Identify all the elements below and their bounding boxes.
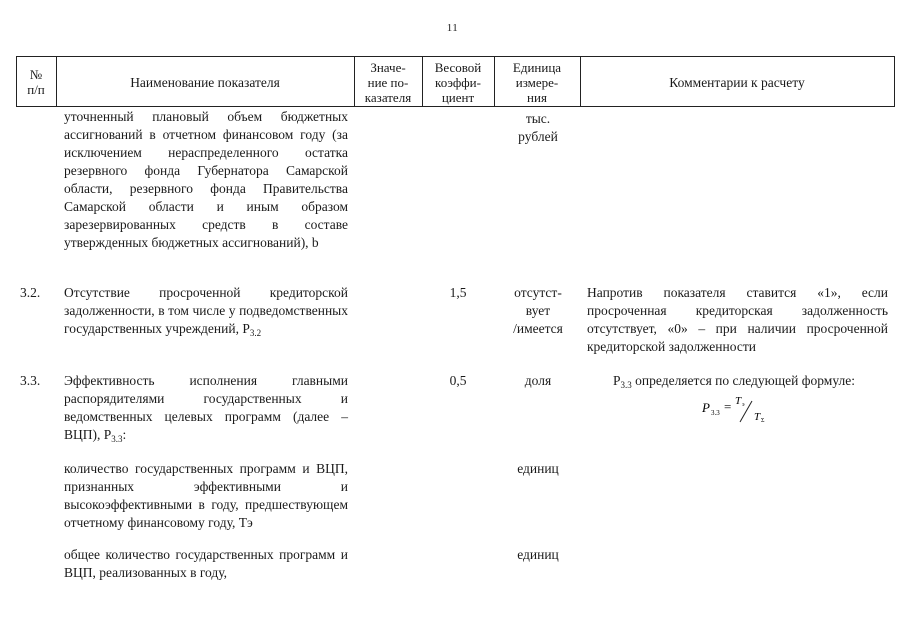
row-name: Отсутствие просроченной кредиторской задолженности, в том числе у подведомственных государственных учреждений, $P_{3.2}$ xyxy=(64,285,348,338)
row-unit: доля xyxy=(524,373,552,388)
formula xyxy=(700,395,790,425)
header-weight: Весовой коэффи- циент xyxy=(434,59,482,105)
row-comment: Напротив показателя ставится «1», если просроченная кредиторская задолженность отсутствует, «0» – при наличии просроченной кредиторской задолженности xyxy=(587,285,888,354)
row-name: Эффективность исполнения главными распорядителями государственных и ведомственных целевых программ (далее – ВЦП), $P_{3.3}$: xyxy=(64,373,348,444)
formula-denominator: T xyxy=(754,411,761,423)
row-name: уточненный плановый объем бюджетных ассигнований в отчетном финансовом году (за исключением нераспределенного остатка резервного фонда Губернатора Самарской области, резервного фонда Правительства Самарской области и иным образом зарезервированных средств в составе утвержденных бюджетных ассигнований), b xyxy=(64,109,348,250)
header-value: Значе- ние по- казателя xyxy=(364,59,412,105)
row-weight: 0,5 xyxy=(449,373,467,388)
row-number: 3.3. xyxy=(20,373,41,388)
row-unit: тыс. рублей xyxy=(518,111,558,144)
row-name: общее количество государственных программ и ВЦП, реализованных в году, xyxy=(64,547,348,580)
header-unit: Единица измере- ния xyxy=(512,59,562,105)
header-bottom-border xyxy=(16,106,895,107)
page-number: 11 xyxy=(446,22,459,34)
formula-lhs-sub: 3.3 xyxy=(711,409,720,417)
formula-numerator-sub: э xyxy=(742,402,745,408)
row-unit: единиц xyxy=(517,547,559,562)
row-comment: $P_{3.3}$ определяется по следующей формуле: xyxy=(613,373,855,390)
row-name: количество государственных программ и ВЦП, признанных эффективными и высокоэффективными в году, предшествующем отчетному финансовому году, Тэ xyxy=(64,461,348,530)
header-name: Наименование показателя xyxy=(130,74,280,90)
header-top-border xyxy=(16,56,895,57)
formula-numerator: T xyxy=(735,395,742,407)
row-unit: единиц xyxy=(517,461,559,476)
row-unit: отсутст- вует /имеется xyxy=(513,285,563,336)
formula-lhs: P xyxy=(702,400,710,415)
row-number: 3.2. xyxy=(20,285,41,300)
formula-denominator-sub: Σ xyxy=(761,418,765,424)
header-comment: Комментарии к расчету xyxy=(669,74,805,90)
header-divider xyxy=(894,56,895,107)
row-weight: 1,5 xyxy=(449,285,467,300)
header-num: № п/п xyxy=(27,67,45,97)
formula-equals: = xyxy=(724,399,732,414)
